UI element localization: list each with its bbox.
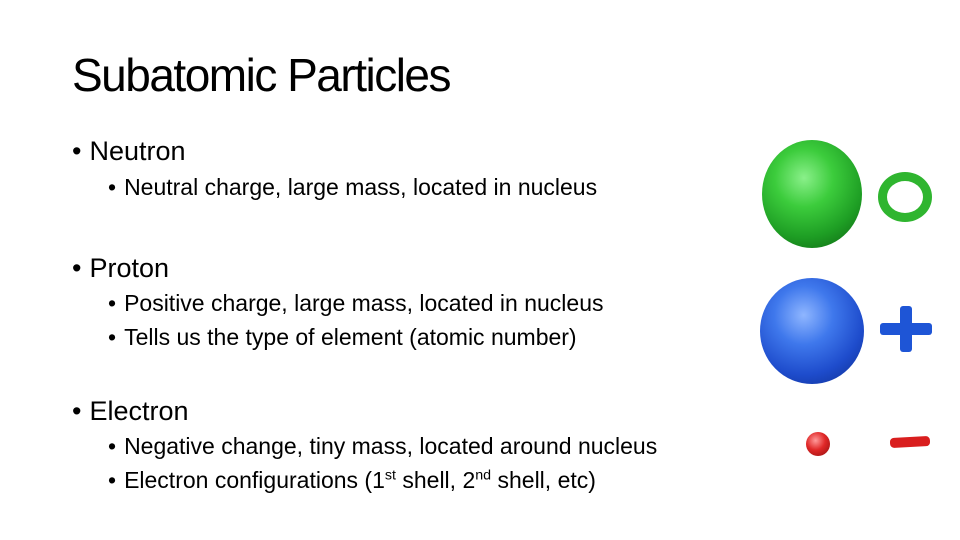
blue-sphere-icon <box>760 278 864 384</box>
sub-bullet-electron-configurations <box>108 467 596 494</box>
plus-icon-bar-vertical <box>900 306 912 352</box>
config-text-b: shell, 2 <box>395 467 476 493</box>
sub-bullet-neutron-charge: • Neutral charge, large mass, located in nucleus <box>108 174 597 201</box>
config-sup-a: st <box>384 467 396 484</box>
sub-bullet-electron-charge: • Negative change, tiny mass, located around nucleus <box>108 433 657 460</box>
plus-icon <box>880 306 932 352</box>
sub-bullet-proton-charge: • Positive charge, large mass, located in nucleus <box>108 290 603 317</box>
green-sphere-icon <box>762 140 862 248</box>
sub-bullet-proton-element: • Tells us the type of element (atomic number) <box>108 324 577 351</box>
bullet-neutron: • Neutron <box>72 136 186 167</box>
red-sphere-icon <box>806 432 830 456</box>
bullet-electron: • Electron <box>72 396 189 427</box>
slide-title: Subatomic Particles <box>72 49 450 101</box>
config-text-c: shell, etc) <box>491 467 596 493</box>
zero-icon <box>878 172 932 222</box>
config-sup-b: nd <box>475 467 492 484</box>
minus-icon <box>890 436 930 448</box>
bullet-proton: • Proton <box>72 253 169 284</box>
config-text-a: Electron configurations (1 <box>124 467 385 493</box>
